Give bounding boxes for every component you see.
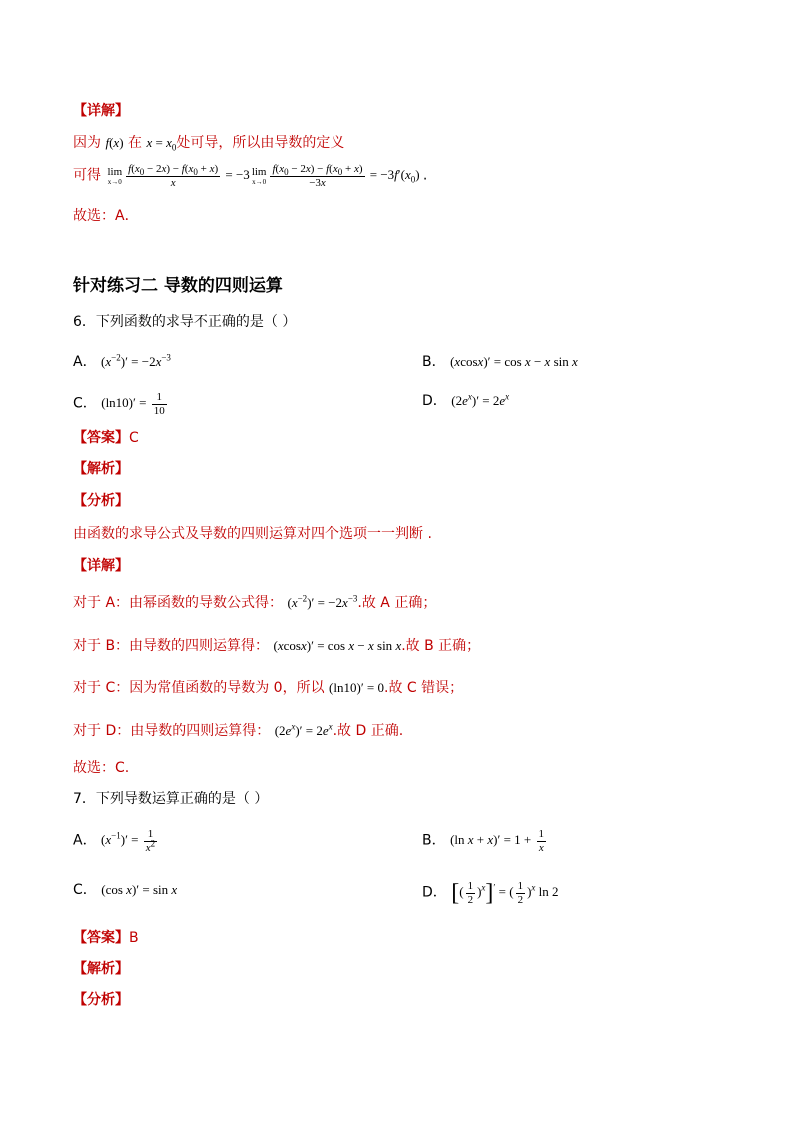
math-x-eq-x0: $x = x_0$ <box>146 135 177 153</box>
q6-option-b-math: (xcosx)′ = cos x − x sin x <box>450 354 578 369</box>
q6-option-d <box>422 391 509 411</box>
q6-answer-tag: 【答案】 <box>73 430 129 446</box>
q6-answer <box>73 428 139 448</box>
section-title: 针对练习二 导数的四则运算 <box>73 276 283 296</box>
q7-option-a-label: A． <box>73 832 97 849</box>
q7-option-a-math: $(x^{-1})'$ = $\frac{1}{x^2}$ <box>101 828 156 854</box>
q6-option-a-label: A． <box>73 354 97 370</box>
limit-line: 可得 lim x→0 $\frac{f(x_0 - 2x) - f(x_0 + x)}{x}$ = −3 lim x→0 $\frac{f(x_0 - 2x) - f(x_0 + x)}{-3x}$ = $-3f'(x_0)$ . <box>73 163 428 189</box>
q7-stem: 7．下列导数运算正确的是（ ） <box>73 791 269 807</box>
q6-options-row1 <box>73 352 753 372</box>
q7-option-d-label: D． <box>422 884 447 901</box>
q6-detail-c <box>73 678 463 698</box>
q7-jiexi-tag: 【解析】 <box>73 961 129 977</box>
q6-detail-a-text: 对于 A：由幂函数的导数公式得： <box>73 595 284 611</box>
q7-option-d-math: [( $\frac{1}{2}$ )$^x$]′ = ( $\frac{1}{2}$ )$^x$ ln 2 <box>451 880 559 907</box>
q6-detail-b-text: 对于 B：由导数的四则运算得： <box>73 638 270 654</box>
q6-jiexi-tag: 【解析】 <box>73 461 129 477</box>
reason-text-a: 因为 <box>73 135 101 151</box>
q7-option-d <box>422 880 559 907</box>
q6-option-d-math: $(2e^x)' = 2e^x$ <box>451 391 510 408</box>
q7-option-c-math: (cos x)′ = sin x <box>101 882 178 897</box>
q7-option-b <box>422 828 548 855</box>
q7-answer <box>73 928 139 948</box>
q6-detail-b-end: .故 B 正确； <box>401 638 481 654</box>
q6-detail-c-text: 对于 C：因为常值函数的导数为 0，所以 <box>73 680 325 696</box>
top-choose: 故选：A． <box>73 208 139 224</box>
q6-detail-a <box>73 593 436 613</box>
q7-options-row2 <box>73 880 753 907</box>
q6-detail-d-math: $(2e^x)' = 2e^x$ <box>274 721 333 738</box>
q6-option-b <box>422 352 578 372</box>
q6-option-a-math: $(x^{-2})' = -2x^{-3}$ <box>101 352 171 369</box>
q6-detail-b-math: (xcosx)′ = cos x − x sin x <box>273 638 402 653</box>
q6-option-c-math: (ln10)′ = $\frac{1}{10}$ <box>101 391 165 417</box>
q7-option-c-label: C． <box>73 882 97 898</box>
math-fx: f(x) <box>105 135 124 150</box>
reason-text-b: 在 <box>128 135 142 151</box>
q6-detail-a-end: .故 A 正确； <box>357 595 437 611</box>
q6-option-d-label: D． <box>422 393 447 409</box>
q7-option-b-label: B． <box>422 832 446 849</box>
detail-tag-top: 【详解】 <box>73 103 129 119</box>
q6-detail-d <box>73 721 403 741</box>
q7-answer-tag: 【答案】 <box>73 930 129 946</box>
q6-analysis: 由函数的求导公式及导数的四则运算对四个选项一一判断 . <box>73 526 432 542</box>
q6-detail-c-end: .故 C 错误； <box>384 680 464 696</box>
q6-options-row2 <box>73 391 753 418</box>
q6-fenxi-tag: 【分析】 <box>73 493 129 509</box>
q7-option-b-math: (ln x + x)′ = 1 + $\frac{1}{x}$ <box>450 828 545 854</box>
ke-de-text: 可得 <box>73 167 101 184</box>
reason-text-c: 处可导，所以由导数的定义 <box>176 135 345 151</box>
q7-answer-value: B <box>129 930 139 946</box>
q6-detail-a-math: $(x^{-2})' = -2x^{-3}$ <box>287 593 358 610</box>
limit-expression: lim x→0 $\frac{f(x_0 - 2x) - f(x_0 + x)}{x}$ = −3 lim x→0 $\frac{f(x_0 - 2x) - f(x_0 + x)}{-3x}$ = $-3f'(x_0)$ <box>107 163 423 189</box>
q6-option-c-label: C． <box>73 395 97 412</box>
q6-detail-tag: 【详解】 <box>73 558 129 574</box>
q6-detail-d-text: 对于 D：由导数的四则运算得： <box>73 723 271 739</box>
q6-stem: 6．下列函数的求导不正确的是（ ） <box>73 314 297 330</box>
q6-detail-b <box>73 636 480 656</box>
q6-detail-c-math: (ln10)′ = 0 <box>329 680 384 695</box>
q6-choose: 故选：C. <box>73 760 130 776</box>
q7-fenxi-tag: 【分析】 <box>73 992 129 1008</box>
q7-options-row1 <box>73 828 753 855</box>
top-reason-line <box>73 133 344 153</box>
q6-detail-d-end: .故 D 正确. <box>332 723 404 739</box>
q6-option-b-label: B． <box>422 354 446 370</box>
q6-answer-value: C <box>129 430 139 446</box>
